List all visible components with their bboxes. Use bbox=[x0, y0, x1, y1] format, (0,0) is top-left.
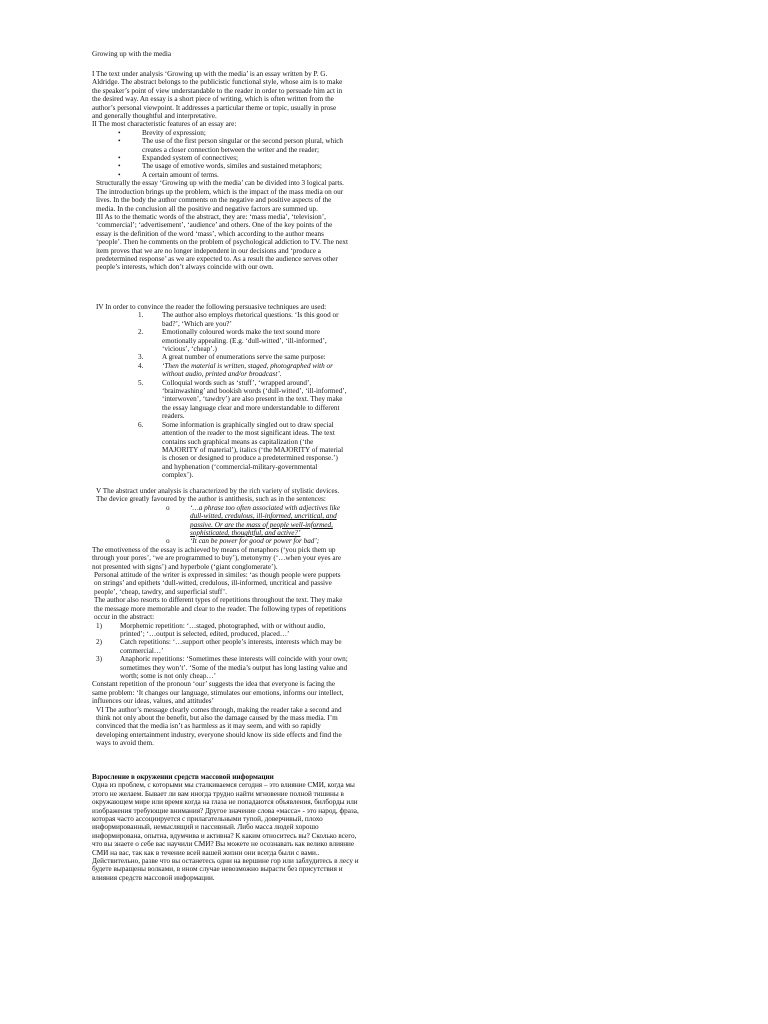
list-item: • A certain amount of terms. bbox=[142, 171, 348, 179]
list-item: 1) Morphemic repetition: ‘…staged, photographed, with or without audio, printed’; ‘…output is selected, edited, produced, placed…’ bbox=[96, 621, 326, 638]
list-item: 2. Emotionally coloured words make the text sound more emotionally appealing. (E.g. ‘dull-witted’, ‘ill-informed’, ‘vicious’, ‘cheap’.) bbox=[138, 328, 327, 354]
thematic-paragraph: III As to the thematic words of the abstract, they are: ‘mass media’, ‘television’, ‘commercial’; ‘advertisement’, ‘audience’ and others. One of the key points of the essay is the definition of the word ‘mass’, which according to the author means ‘people’. Then he comments on the problem of psychological addiction to TV. The next item proves that we are no longer independent in our decisions and ‘produce a predetermined response’ as we are expected to. As a result the audience serves other people’s interests, which don’t always coincide with our own. bbox=[96, 212, 348, 272]
list-item: • Brevity of expression; bbox=[142, 129, 348, 137]
repetitions-list bbox=[92, 622, 348, 681]
circle-bullet-icon: o bbox=[166, 537, 170, 546]
list-item: 6. Some information is graphically singled out to draw special attention of the reader to the most significant ideas. The text contains such graphical means as capitalization (‘the MAJORITY of material’), italics (‘the MAJORITY of material is chosen or designed to produce a predetermined response.’) and hyphenation (‘commercial-military-governmental complex’). bbox=[138, 420, 344, 480]
section-1 bbox=[92, 70, 348, 272]
list-item: o ‘…a phrase too often associated with adjectives like dull-witted, credulous, ill-informed, uncritical, and passive. Or are the mass of people well-informed, sophisticated, thoughtful, and active?’ bbox=[166, 503, 340, 538]
list-item: 3) Anaphoric repetitions: ‘Sometimes these interests will coincide with your own; sometimes they won’t’. ‘Some of the media’s output has long lasting value and worth; some is not only cheap…’ bbox=[96, 655, 348, 680]
techniques-list bbox=[92, 311, 348, 479]
techniques-heading: IV In order to convince the reader the following persuasive techniques are used: bbox=[96, 303, 327, 311]
section-4 bbox=[92, 303, 348, 480]
attitude-paragraph: Personal attitude of the writer is expressed in similes: ‘as though people were puppets on strings’ and epithets ‘dull-witted, credulous, ill-informed, uncritical and passive people’, ‘cheap, tawdry, and superficial stuff’. bbox=[94, 571, 341, 596]
russian-paragraph: Одна из проблем, с которыми мы сталкиваемся сегодня – это влияние СМИ, когда мы этого не желаем. Бывает ли вам иногда трудно найти мгновение полной тишины в окружающем мире или время когда на глаза не попадаются объявления, билборды или изображения требующие внимания? Другое значение слова «масса» - это народ, фраза, которая часто ассоциируется с прилагательными тупой, доверчивый, плохо информированный, немыслящий и пассивный. Либо масса людей хорошо информирована, опытна, вдумчива и активна? К каким относитесь вы? Сколько всего, что вы знаете о себе вас научили СМИ? Вы можете не осознавать как велико влияние СМИ на вас, так как в течение всей вашей жизни они всегда были с вами.. Действительно, разве что вы останетесь одни на вершине гор или заблудитесь в лесу и будете выращены волками, в ином случае невозможно вырасти без присутствия и влияния средств массовой информации. bbox=[92, 781, 359, 882]
list-item: 3. A great number of enumerations serve the same purpose: bbox=[138, 353, 326, 362]
document-title: Growing up with the media bbox=[92, 50, 172, 58]
features-list bbox=[92, 129, 348, 179]
intro-paragraph: I The text under analysis ‘Growing up with the media’ is an essay written by P. G. Aldridge. The abstract belongs to the publicistic functional style, whose aim is to make the speaker’s point of view understandable to the reader in order to persuade him act in the desired way. An essay is a short piece of writing, which is often written from the author’s personal viewpoint. It addresses a particular theme or topic, usually in prose and generally thoughtful and interpretative. bbox=[92, 70, 343, 121]
repetition-paragraph: The author also resorts to different types of repetitions throughout the text. They make the message more memorable and clear to the reader. The following types of repetitions occur in the abstract: bbox=[94, 596, 347, 622]
list-item: • Expanded system of connectives; bbox=[142, 154, 348, 162]
russian-title: Взросление в окружении средств массовой информации bbox=[92, 773, 274, 781]
list-item: • The usage of emotive words, similes and sustained metaphors; bbox=[142, 162, 348, 170]
pronoun-paragraph: Constant repetition of the pronoun ‘our’ suggests the idea that everyone is facing the same problem: ‘It changes our language, stimulates our emotions, informs our intellect, influences our ideas, values, and attitudes’ bbox=[92, 680, 344, 706]
russian-translation bbox=[92, 773, 362, 882]
circle-bullet-icon: o bbox=[166, 503, 170, 512]
section-5 bbox=[92, 487, 348, 748]
antithesis-paragraph: V The abstract under analysis is characterized by the rich variety of stylistic devices. The device greatly favoured by the author is antithesis, such as in the sentences: bbox=[96, 487, 340, 504]
conclusion-paragraph: VI The author’s message clearly comes through, making the reader take a second and think not only about the benefit, but also the damage caused by the mass media. I’m convinced that the media isn’t as harmless as it may seem, and with so rapidly developing entertainment industry, everyone should know its side effects and find the ways to avoid them. bbox=[96, 705, 342, 748]
emotiveness-paragraph: The emotiveness of the essay is achieved by means of metaphors (‘you pick them up through your pores’, ‘we are programmed to buy’), metonymy (‘…when your eyes are not presented with signs’) and hyperbole (‘giant conglomerate’). bbox=[92, 545, 342, 571]
structure-paragraph: Structurally the essay ‘Growing up with the media’ can be divided into 3 logical parts. The introduction brings up the problem, which is the impact of the mass media on our lives. In the body the author comments on the negative and positive aspects of the media. In the conclusion all the positive and negative factors are summed up. bbox=[96, 179, 344, 213]
list-item: 5. Colloquial words such as ‘stuff’, ‘wrapped around’, ‘brainwashing’ and bookish words (‘dull-witted’, ‘ill-informed’, ‘interwoven’, ‘tawdry’) are also present in the text. They make the essay language clear and more understandable to different readers. bbox=[138, 378, 347, 421]
list-item: 2) Catch repetitions: ‘…support other people’s interests, interests which may be commercial…’ bbox=[96, 638, 342, 655]
list-item: 1. The author also employs rhetorical questions. ‘Is this good or bad?’, ‘Which are you?’ bbox=[138, 311, 339, 328]
list-item: • The use of the first person singular or the second person plural, which creates a closer connection between the writer and the reader; bbox=[142, 137, 348, 154]
list-item: 4. ‘Then the material is written, staged, photographed with or without audio, printed and/or broadcast’. bbox=[138, 361, 333, 379]
features-heading: II The most characteristic features of an essay are: bbox=[92, 120, 237, 129]
list-item: o ‘It can be power for good or power for bad’; bbox=[166, 537, 320, 546]
